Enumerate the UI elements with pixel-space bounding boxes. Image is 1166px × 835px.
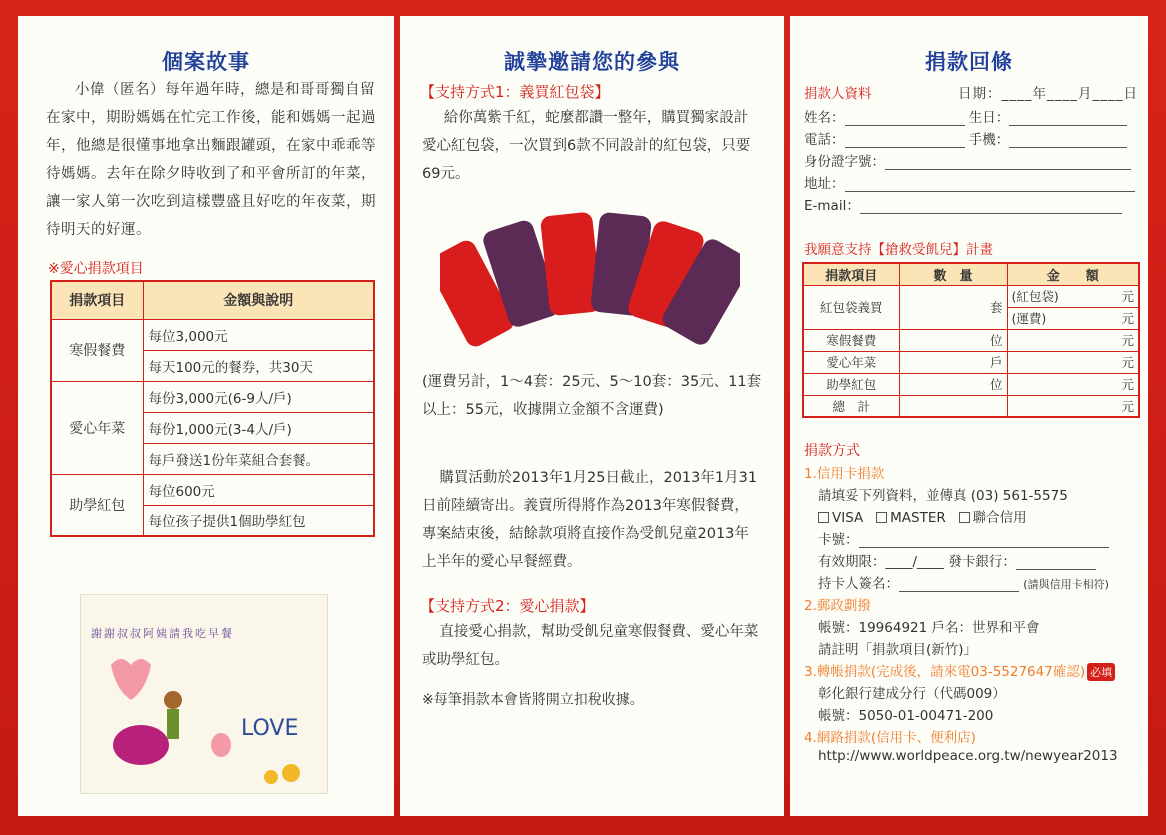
unit-cell[interactable]: 位 [899, 373, 1007, 395]
deadline-text: 購買活動於2013年1月25日截止，2013年1月31日前陸續寄出。義賣所得將作為2013年寒假餐費，專案結束後，結餘款項將直接作為受飢兒童2013年上半年的愛心早餐經費。 [422, 470, 758, 570]
panel-invitation [400, 16, 784, 816]
table-row [803, 285, 1139, 307]
id-field[interactable] [885, 155, 1131, 170]
online-donation-url[interactable]: http://www.worldpeace.org.tw/newyear2013 [818, 748, 1118, 764]
transfer-bank: 彰化銀行建成分行（代碼009） [818, 686, 1006, 702]
method1-body: 給你萬紫千紅，蛇麼都讚一整年，購買獨家設計愛心紅包袋，一次買到6款不同設計的紅包袋，只要69元。 [422, 110, 751, 182]
drawing-caption: 謝謝叔叔阿姨請我吃早餐 [91, 627, 234, 640]
email-field[interactable] [860, 199, 1122, 214]
case-story-text: 小偉（匿名）每年過年時，總是和哥哥獨自留在家中，期盼媽媽在忙完工作後，能和媽媽一起過年，他總是很懂事地拿出麵跟罐頭，在家中乖乖等待媽媽。去年在除夕時收到了和平會所訂的年菜，讓一家人第一次吃到這樣豐盛且好吃的年夜菜，期待明天的好運。 [46, 82, 376, 238]
master-label: MASTER [890, 510, 946, 526]
table-header: 捐款項目 [803, 263, 899, 285]
donation-items-label: ※愛心捐款項目 [48, 261, 144, 277]
card-type-row [818, 506, 1027, 528]
table-row [51, 319, 374, 350]
method2-title: 【支持方式2：愛心捐款】 [420, 597, 595, 615]
donation-form-title: 捐款回條 [925, 50, 1013, 74]
donor-info-header: 捐款人資料 [804, 86, 872, 102]
expire-label[interactable]: 有效期限：____/____ 發卡銀行： [818, 554, 1016, 570]
signature-note: (請與信用卡相符) [1023, 578, 1109, 591]
row-line: 每份3,000元(6-9人/戶) [143, 381, 374, 412]
case-story-title: 個案故事 [162, 50, 250, 74]
row-line: 每位3,000元 [143, 319, 374, 350]
id-row [804, 150, 1131, 172]
expire-row [818, 550, 1096, 572]
postal-note: 請註明「捐款項目(新竹)」 [818, 642, 978, 658]
name-label: 姓名： [804, 110, 845, 126]
table-header: 金額與說明 [143, 281, 374, 319]
blob-shape [211, 733, 231, 757]
address-label: 地址： [804, 176, 845, 192]
fax-instruction: 請填妥下列資料，並傳真 (03) 561-5575 [818, 488, 1068, 504]
amount-cell[interactable] [1007, 285, 1139, 307]
signature-field[interactable] [899, 577, 1019, 592]
transfer-title-text: 3.轉帳捐款(完成後，請來電03-5527647確認) [804, 664, 1086, 680]
sunflower-shape [264, 770, 278, 784]
panel-case-story [18, 16, 394, 816]
unit-cell [899, 395, 1007, 417]
item-cell: 總 計 [803, 395, 899, 417]
visa-checkbox[interactable] [818, 512, 829, 523]
row-category: 愛心年菜 [51, 381, 143, 474]
method-credit-card-title: 1.信用卡捐款 [804, 466, 885, 482]
method-online-title: 4.網路捐款(信用卡、便利店) [804, 730, 976, 746]
required-badge: 必填 [1087, 663, 1115, 681]
payment-method-header: 捐款方式 [804, 443, 860, 459]
email-row [804, 194, 1122, 216]
red-envelopes-image [440, 204, 740, 359]
address-row [804, 172, 1135, 194]
phone-label: 電話： [804, 132, 845, 148]
amount-unit: 元 [1121, 289, 1134, 304]
amount-cell[interactable] [1007, 307, 1139, 329]
method-postal-title: 2.郵政劃撥 [804, 598, 871, 614]
table-row [803, 329, 1139, 351]
signature-label: 持卡人簽名： [818, 576, 899, 592]
table-row [51, 474, 374, 505]
transfer-account: 帳號：5050-01-00471-200 [818, 708, 994, 724]
name-field[interactable] [845, 111, 965, 126]
union-checkbox[interactable] [959, 512, 970, 523]
card-number-field[interactable] [859, 533, 1109, 548]
birthday-label: 生日： [968, 110, 1010, 126]
donation-form-table [802, 262, 1140, 418]
amount-sub-label: (運費) [1011, 311, 1047, 326]
method2-body: 直接愛心捐款，幫助受飢兒童寒假餐費、愛心年菜或助學紅包。 [422, 624, 759, 668]
receipt-note: ※每筆捐款本會皆將開立扣稅收據。 [422, 692, 644, 708]
name-row [804, 106, 1127, 128]
date-field[interactable]: 日期：____年____月____日 [958, 86, 1138, 102]
method1-title: 【支持方式1：義買紅包袋】 [420, 83, 610, 101]
support-plan-title: 我願意支持【搶救受飢兒】計畫 [804, 242, 993, 258]
love-word: LOVE [241, 716, 299, 741]
row-category: 寒假餐費 [51, 319, 143, 381]
amount-sub-label: (紅包袋) [1011, 289, 1059, 304]
phone-field[interactable] [845, 133, 965, 148]
table-row [51, 381, 374, 412]
item-cell: 助學紅包 [803, 373, 899, 395]
row-line: 每位600元 [143, 474, 374, 505]
item-cell: 寒假餐費 [803, 329, 899, 351]
mobile-label: 手機： [968, 132, 1010, 148]
row-line: 每位孩子提供1個助學紅包 [143, 505, 374, 536]
table-row [803, 351, 1139, 373]
heart-shape [111, 659, 151, 700]
row-line: 每份1,000元(3-4人/戶) [143, 412, 374, 443]
mobile-field[interactable] [1009, 133, 1127, 148]
invitation-title: 誠摯邀請您的參與 [504, 50, 680, 74]
amount-cell[interactable]: 元 [1007, 373, 1139, 395]
table-header: 金 額 [1007, 263, 1139, 285]
row-category: 助學紅包 [51, 474, 143, 536]
phone-row [804, 128, 1127, 150]
table-header: 數 量 [899, 263, 1007, 285]
donation-items-table [50, 280, 375, 537]
master-checkbox[interactable] [876, 512, 887, 523]
unit-cell[interactable]: 套 [899, 285, 1007, 329]
item-cell: 紅包袋義買 [803, 285, 899, 329]
signature-row [818, 572, 1109, 594]
card-number-label: 卡號： [818, 532, 859, 548]
issuing-bank-field[interactable] [1016, 555, 1096, 570]
postal-account: 帳號：19964921 戶名：世界和平會 [818, 620, 1040, 636]
amount-cell[interactable]: 元 [1007, 329, 1139, 351]
birthday-field[interactable] [1009, 111, 1127, 126]
row-line: 每天100元的餐券，共30天 [143, 350, 374, 381]
method-transfer-title [804, 660, 1115, 682]
visa-label: VISA [832, 510, 864, 526]
table-row [803, 395, 1139, 417]
child-head [164, 691, 182, 709]
row-line: 每戶發送1份年菜組合套餐。 [143, 443, 374, 474]
email-label: E-mail： [804, 198, 860, 214]
amount-cell[interactable]: 元 [1007, 395, 1139, 417]
amount-unit: 元 [1121, 311, 1134, 326]
card-number-row [818, 528, 1109, 550]
union-label: 聯合信用 [972, 510, 1027, 526]
table-header: 捐款項目 [51, 281, 143, 319]
address-field[interactable] [845, 177, 1135, 192]
id-label: 身份證字號： [804, 154, 885, 170]
flower-shape [113, 725, 169, 765]
unit-cell[interactable]: 戶 [899, 351, 1007, 373]
shipping-fee-text: (運費另計，1～4套：25元、5～10套：35元、11套以上：55元，收據開立金額不含運費) [422, 374, 762, 418]
table-row [803, 373, 1139, 395]
child-drawing [80, 594, 328, 794]
amount-cell[interactable]: 元 [1007, 351, 1139, 373]
unit-cell[interactable]: 位 [899, 329, 1007, 351]
child-body [167, 709, 179, 739]
item-cell: 愛心年菜 [803, 351, 899, 373]
drawing-illustration [81, 595, 329, 795]
panel-donation-form [790, 16, 1148, 816]
sunflower-shape [282, 764, 300, 782]
